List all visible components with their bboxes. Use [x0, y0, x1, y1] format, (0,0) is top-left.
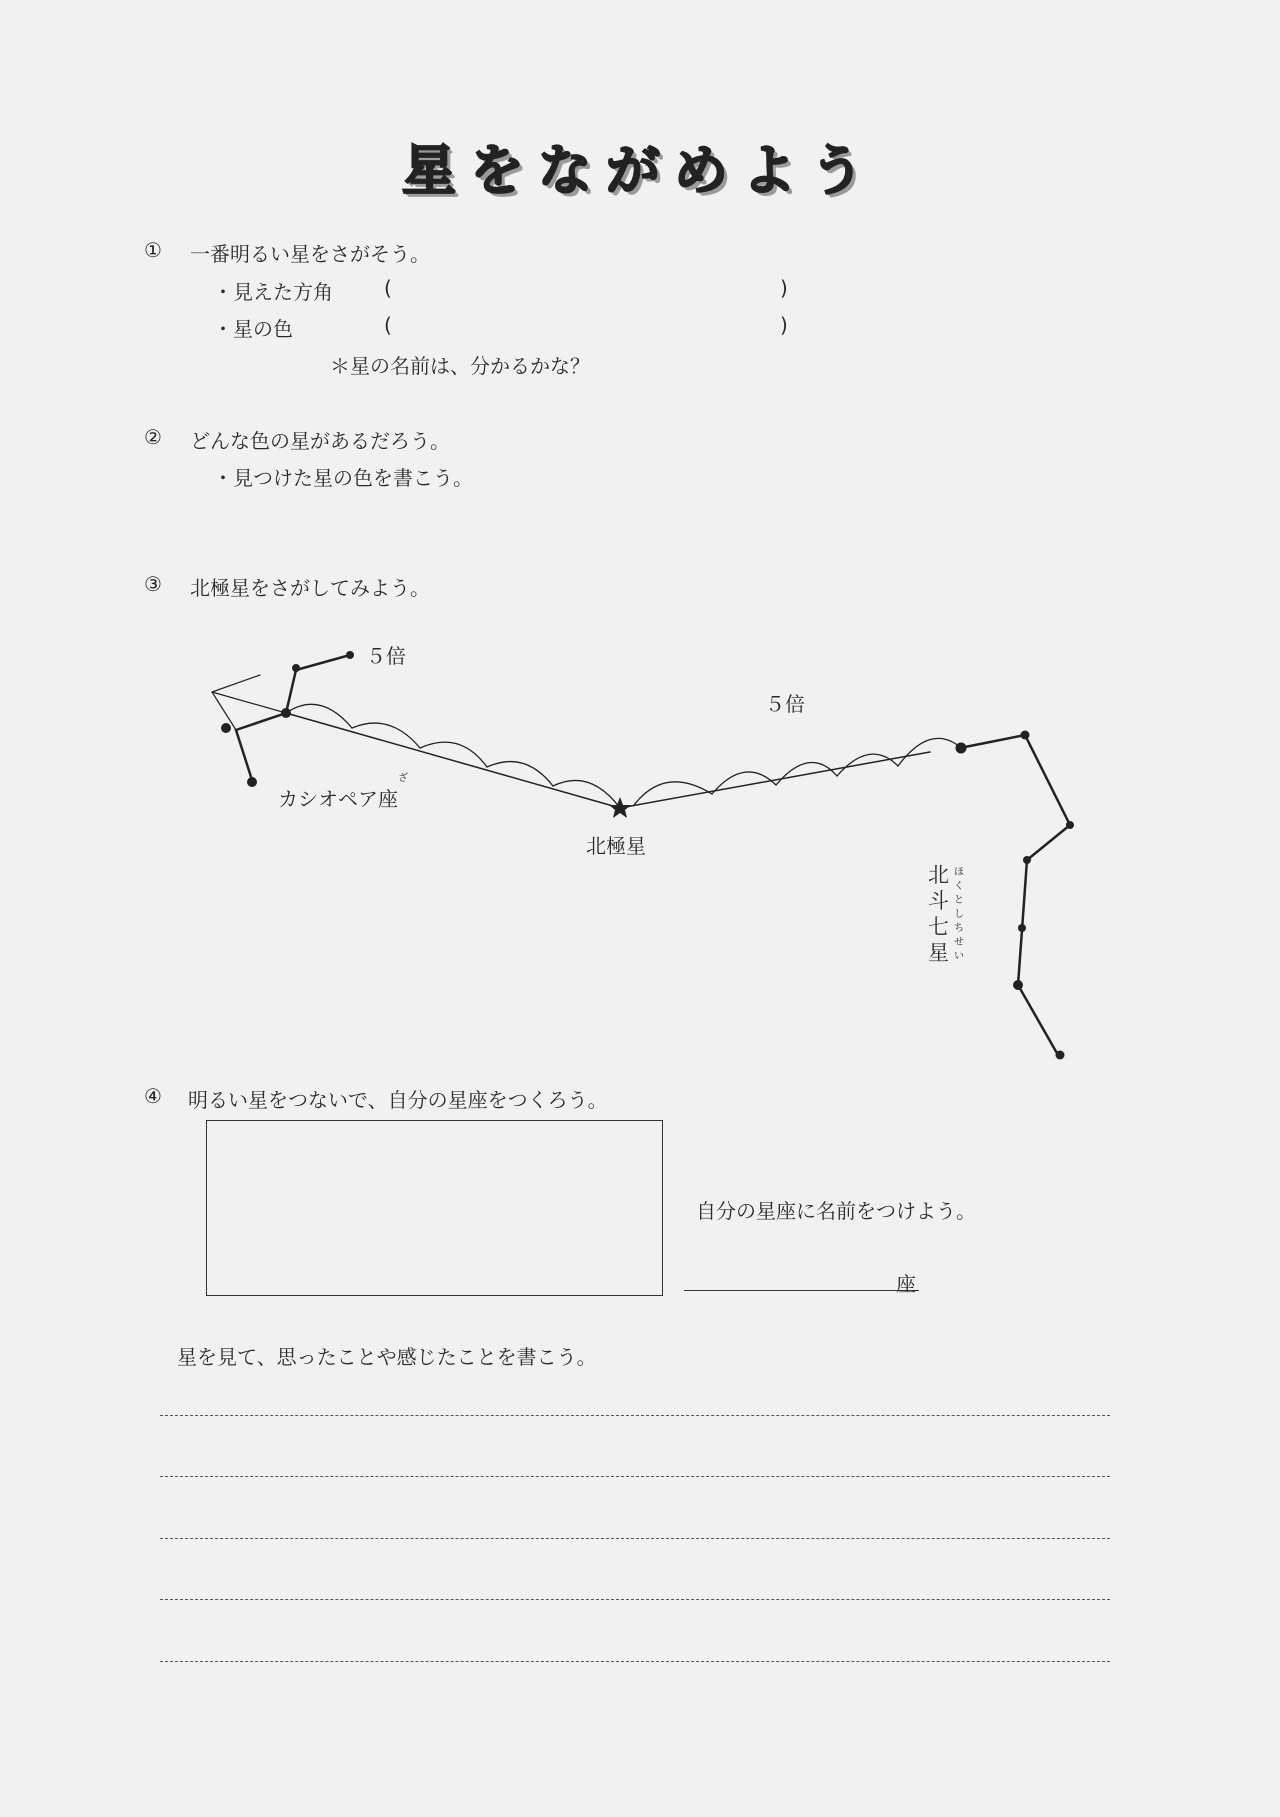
q2-item: ・見つけた星の色を書こう。 [213, 466, 473, 490]
cassiopeia-label: カシオペア座 [278, 787, 398, 811]
label-5x-right: ５倍 [765, 692, 805, 716]
polaris-label: 北極星 [586, 834, 646, 858]
constellation-drawing-box[interactable] [206, 1120, 663, 1296]
q1-text: 一番明るい星をさがそう。 [190, 242, 430, 266]
constellation-name-suffix: 座 [896, 1272, 916, 1296]
q1-item-color: ・星の色 [213, 317, 293, 341]
polaris-to-big-dipper-line [620, 752, 930, 808]
q1-color-paren-close: ) [780, 313, 788, 337]
big-dipper-ruby: ほくとしちせい [954, 867, 964, 962]
big-dipper-lines [960, 735, 1070, 1055]
cassiopeia-guide-lines [212, 675, 286, 730]
writing-line-3[interactable] [160, 1538, 1110, 1539]
writing-line-4[interactable] [160, 1599, 1110, 1600]
big-dipper-star [1013, 980, 1023, 990]
cassiopeia-star [346, 651, 354, 659]
writing-line-5[interactable] [160, 1661, 1110, 1662]
cassiopeia-star [221, 723, 231, 733]
page-title: 星をながめよう [402, 139, 878, 202]
big-dipper-star [1023, 856, 1031, 864]
label-5x-left: ５倍 [366, 644, 406, 668]
writing-line-2[interactable] [160, 1476, 1110, 1477]
big-dipper-star [1021, 731, 1030, 740]
cassiopeia-star [281, 708, 291, 718]
q2-text: どんな色の星があるだろう。 [190, 429, 450, 453]
big-dipper-star [956, 743, 967, 754]
q1-direction-paren-close: ) [780, 276, 788, 300]
cassiopeia-lines [236, 655, 350, 780]
q4-text: 明るい星をつないで、自分の星座をつくろう。 [188, 1088, 608, 1112]
q3-number: ③ [144, 572, 162, 596]
big-dipper-star [1066, 821, 1074, 829]
reflection-prompt: 星を見て、思ったことや感じたことを書こう。 [177, 1345, 597, 1369]
q1-color-paren-open: ( [384, 313, 392, 337]
q1-item-direction: ・見えた方角 [213, 280, 333, 304]
writing-line-1[interactable] [160, 1415, 1110, 1416]
q4-number: ④ [144, 1084, 162, 1108]
q1-number: ① [144, 238, 162, 262]
polaris-star-icon [609, 797, 631, 818]
cassiopeia-star [292, 664, 300, 672]
cassiopeia-ruby: ざ [398, 773, 408, 784]
constellation-name-prompt: 自分の星座に名前をつけよう。 [696, 1199, 976, 1223]
big-dipper-star [1056, 1051, 1065, 1060]
q3-text: 北極星をさがしてみよう。 [190, 576, 430, 600]
cassiopeia-star [247, 777, 257, 787]
big-dipper-label: 北斗七星 [928, 863, 949, 965]
q1-note: ＊星の名前は、分かるかな？ [330, 354, 590, 378]
big-dipper-star [1018, 924, 1026, 932]
constellation-name-blank[interactable] [684, 1290, 919, 1291]
q2-number: ② [144, 425, 162, 449]
q1-direction-paren-open: ( [384, 276, 392, 300]
